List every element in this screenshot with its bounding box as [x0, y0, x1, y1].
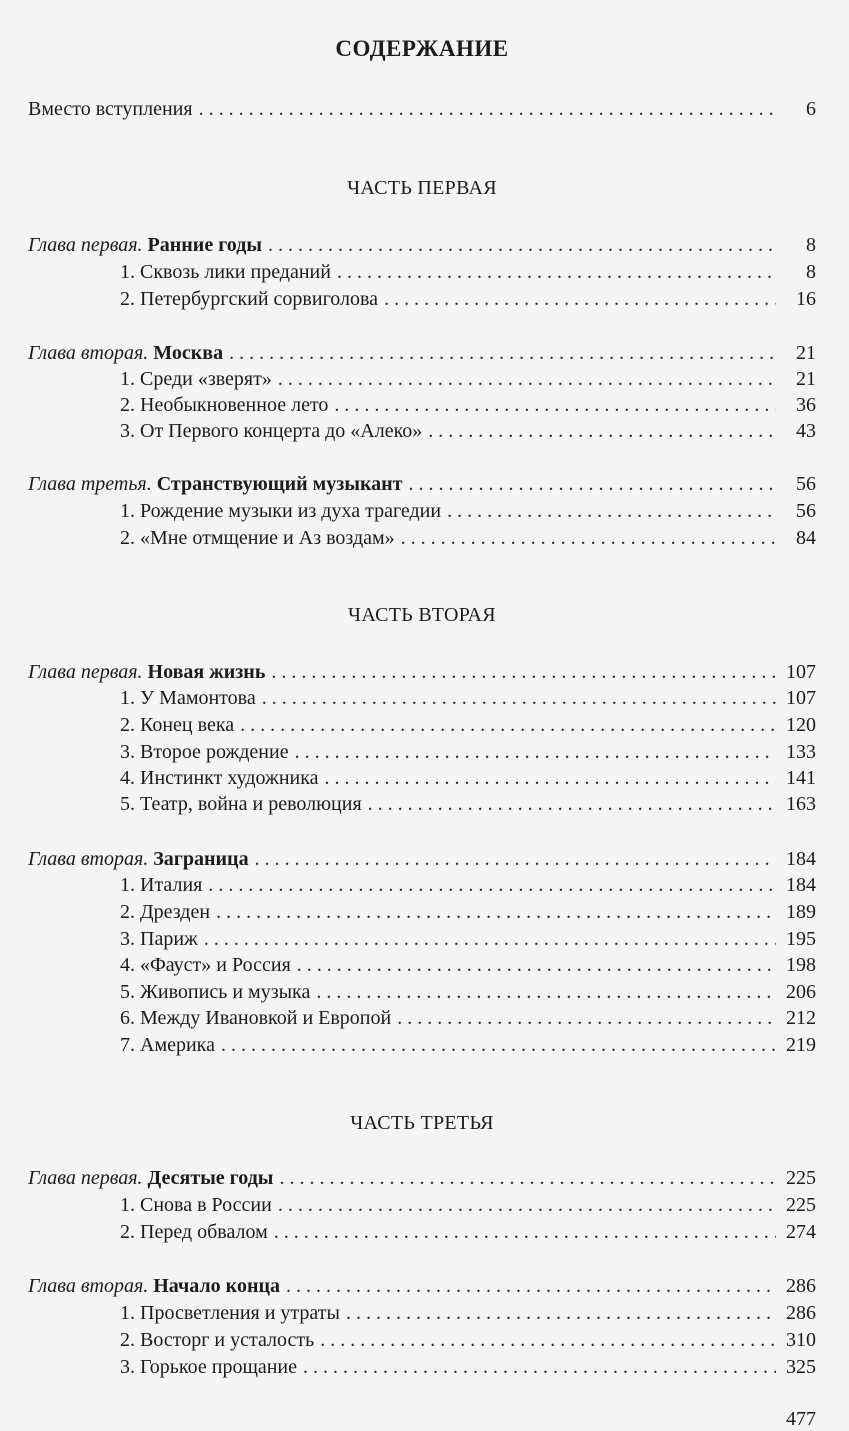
part-title: ЧАСТЬ ВТОРАЯ [348, 604, 496, 626]
page-number: 274 [786, 1221, 816, 1243]
entry-label: 1. Просветления и утраты [120, 1302, 340, 1324]
section-entry[interactable] [120, 1219, 816, 1245]
section-entry[interactable] [120, 979, 816, 1005]
chapter-name: Ранние годы [147, 234, 262, 256]
page-number: 184 [786, 874, 816, 896]
leader-dots [401, 525, 776, 551]
entry-label: 7. Америка [120, 1034, 215, 1056]
section-entry[interactable] [120, 1032, 816, 1058]
entry-label: 3. От Первого концерта до «Алеко» [120, 420, 423, 442]
toc-entry-intro[interactable] [28, 96, 816, 122]
entry-label: 2. Перед обвалом [120, 1221, 268, 1243]
leader-dots [346, 1300, 776, 1326]
chapter-name: Начало конца [153, 1275, 280, 1297]
entry-label [28, 340, 223, 366]
entry-label: 2. «Мне отмщение и Аз воздам» [120, 527, 395, 549]
page-number: 107 [786, 687, 816, 709]
section-entry[interactable] [120, 259, 816, 285]
chapter-entry[interactable] [28, 1273, 816, 1299]
page-number: 21 [796, 368, 816, 390]
chapter-entry[interactable] [28, 846, 816, 872]
leader-dots [295, 739, 776, 765]
page-number: 184 [786, 848, 816, 870]
leader-dots [428, 418, 776, 444]
leader-dots [337, 259, 776, 285]
page-number: 206 [786, 981, 816, 1003]
toc-heading: СОДЕРЖАНИЕ [335, 36, 509, 61]
page-folio: 477 [786, 1408, 816, 1430]
chapter-entry[interactable] [28, 1165, 816, 1191]
page-number: 219 [786, 1034, 816, 1056]
page-number: 212 [786, 1007, 816, 1029]
leader-dots [384, 286, 776, 312]
leader-dots [271, 659, 776, 685]
chapter-number: Глава третья. [28, 473, 152, 495]
entry-label: 3. Второе рождение [120, 741, 289, 763]
leader-dots [255, 846, 776, 872]
leader-dots [278, 366, 776, 392]
section-entry[interactable] [120, 392, 816, 418]
leader-dots [368, 791, 776, 817]
entry-label: Вместо вступления [28, 98, 193, 120]
entry-label [28, 232, 262, 258]
entry-label [28, 659, 265, 685]
page-number: 225 [786, 1167, 816, 1189]
page-number: 286 [786, 1302, 816, 1324]
section-entry[interactable] [120, 791, 816, 817]
section-entry[interactable] [120, 712, 816, 738]
section-entry[interactable] [120, 1300, 816, 1326]
page-number: 141 [786, 767, 816, 789]
leader-dots [325, 765, 776, 791]
leader-dots [278, 1192, 776, 1218]
entry-label: 1. У Мамонтова [120, 687, 256, 709]
page-number: 107 [786, 661, 816, 683]
entry-label: 1. Италия [120, 874, 203, 896]
entry-label: 3. Горькое прощание [120, 1356, 298, 1378]
section-entry[interactable] [120, 498, 816, 524]
chapter-number: Глава первая. [28, 1167, 143, 1189]
page-number: 56 [796, 473, 816, 495]
page-number: 16 [796, 288, 816, 310]
section-entry[interactable] [120, 872, 816, 898]
leader-dots [204, 926, 776, 952]
leader-dots [216, 899, 776, 925]
toc-page [28, 0, 816, 1423]
page-number: 8 [806, 261, 816, 283]
page-number: 195 [786, 928, 816, 950]
chapter-entry[interactable] [28, 471, 816, 497]
entry-label: 2. Необыкновенное лето [120, 394, 329, 416]
page-number: 36 [796, 394, 816, 416]
chapter-entry[interactable] [28, 232, 816, 258]
section-entry[interactable] [120, 1005, 816, 1031]
section-entry[interactable] [120, 926, 816, 952]
chapter-entry[interactable] [28, 659, 816, 685]
page-number: 133 [786, 741, 816, 763]
page-number: 21 [796, 342, 816, 364]
page-number: 120 [786, 714, 816, 736]
entry-label: 2. Восторг и усталость [120, 1329, 315, 1351]
chapter-number: Глава вторая. [28, 1275, 149, 1297]
leader-dots [409, 471, 776, 497]
leader-dots [262, 685, 776, 711]
chapter-number: Глава вторая. [28, 848, 149, 870]
entry-label: 4. Инстинкт художника [120, 767, 319, 789]
section-entry[interactable] [120, 765, 816, 791]
leader-dots [316, 979, 776, 1005]
page-number: 225 [786, 1194, 816, 1216]
leader-dots [199, 96, 776, 122]
leader-dots [447, 498, 776, 524]
entry-label: 6. Между Ивановкой и Европой [120, 1007, 392, 1029]
entry-label: 1. Рождение музыки из духа трагедии [120, 500, 442, 522]
page-number: 56 [796, 500, 816, 522]
chapter-name: Москва [153, 342, 224, 364]
section-entry[interactable] [120, 286, 816, 312]
leader-dots [297, 952, 776, 978]
entry-label [28, 846, 249, 872]
entry-label: 2. Петербургский сорвиголова [120, 288, 379, 310]
section-entry[interactable] [120, 366, 816, 392]
section-entry[interactable] [120, 1327, 816, 1353]
entry-label [28, 471, 403, 497]
chapter-name: Странствующий музыкант [156, 473, 403, 495]
page-number: 189 [786, 901, 816, 923]
chapter-number: Глава вторая. [28, 342, 149, 364]
chapter-name: Десятые годы [147, 1167, 274, 1189]
leader-dots [334, 392, 776, 418]
section-entry[interactable] [120, 1354, 816, 1380]
section-entry[interactable] [120, 739, 816, 765]
part-title: ЧАСТЬ ПЕРВАЯ [347, 177, 497, 199]
section-entry[interactable] [120, 952, 816, 978]
entry-label: 1. Сквозь лики преданий [120, 261, 331, 283]
page-number: 198 [786, 954, 816, 976]
entry-label: 1. Снова в России [120, 1194, 272, 1216]
section-entry[interactable] [120, 685, 816, 711]
leader-dots [208, 872, 776, 898]
leader-dots [303, 1354, 776, 1380]
section-entry[interactable] [120, 418, 816, 444]
chapter-name: Новая жизнь [147, 661, 266, 683]
chapter-entry[interactable] [28, 340, 816, 366]
page-number: 325 [786, 1356, 816, 1378]
leader-dots [320, 1327, 776, 1353]
leader-dots [240, 712, 776, 738]
page-number: 286 [786, 1275, 816, 1297]
leader-dots [274, 1219, 776, 1245]
entry-label: 3. Париж [120, 928, 198, 950]
entry-label: 1. Среди «зверят» [120, 368, 272, 390]
leader-dots [279, 1165, 776, 1191]
entry-label [28, 1273, 280, 1299]
page-number: 310 [786, 1329, 816, 1351]
leader-dots [229, 340, 776, 366]
chapter-number: Глава первая. [28, 234, 143, 256]
leader-dots [221, 1032, 776, 1058]
entry-label: 2. Дрезден [120, 901, 211, 923]
page-number: 8 [806, 234, 816, 256]
page-number: 163 [786, 793, 816, 815]
entry-label: 5. Театр, война и революция [120, 793, 362, 815]
section-entry[interactable] [120, 1192, 816, 1218]
entry-label: 5. Живопись и музыка [120, 981, 311, 1003]
leader-dots [268, 232, 776, 258]
section-entry[interactable] [120, 899, 816, 925]
leader-dots [286, 1273, 776, 1299]
page-number: 84 [796, 527, 816, 549]
page-number: 43 [796, 420, 816, 442]
leader-dots [397, 1005, 776, 1031]
entry-label [28, 1165, 273, 1191]
page-number: 6 [806, 98, 816, 120]
part-title: ЧАСТЬ ТРЕТЬЯ [350, 1112, 494, 1134]
chapter-number: Глава первая. [28, 661, 143, 683]
section-entry[interactable] [120, 525, 816, 551]
chapter-name: Заграница [153, 848, 249, 870]
entry-label: 2. Конец века [120, 714, 235, 736]
entry-label: 4. «Фауст» и Россия [120, 954, 291, 976]
